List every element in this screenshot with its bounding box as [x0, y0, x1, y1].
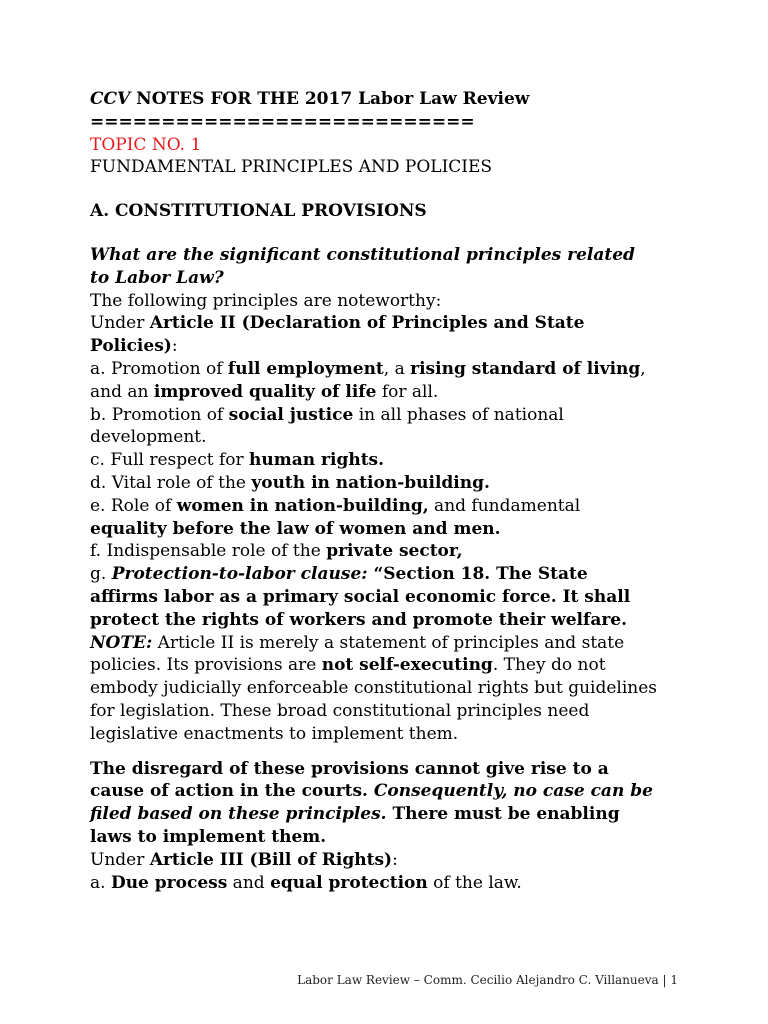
list-item-a: a. Promotion of full employment, a rising standard of living,	[90, 358, 646, 379]
document-body	[90, 88, 690, 894]
note-line-3: embody judicially enforceable constitutional rights but guidelines	[90, 678, 658, 699]
list-item-c: c. Full respect for human rights.	[90, 450, 385, 471]
article-3-heading: Under Article III (Bill of Rights):	[90, 849, 398, 870]
article-2-heading-cont: Policies):	[90, 336, 178, 357]
list-item-d: d. Vital role of the youth in nation-building.	[90, 472, 490, 493]
intro-text: The following principles are noteworthy:	[90, 290, 442, 311]
article-2-heading: Under Article II (Declaration of Principles and State	[90, 313, 585, 334]
note-line-2: policies. Its provisions are not self-executing. They do not	[90, 655, 606, 676]
question-line-2: to Labor Law?	[90, 267, 224, 288]
disregard-line-2: cause of action in the courts. Consequently, no case can be	[90, 781, 653, 802]
disregard-line-3: filed based on these principles. There must be enabling	[90, 804, 620, 825]
disregard-line-4: laws to implement them.	[90, 826, 327, 847]
list-item-g: g. Protection-to-labor clause: “Section 18. The State	[90, 564, 588, 585]
topic-title: FUNDAMENTAL PRINCIPLES AND POLICIES	[90, 157, 493, 178]
disregard-line-1: The disregard of these provisions cannot give rise to a	[90, 758, 609, 779]
note-line-5: legislative enactments to implement them.	[90, 723, 459, 744]
document-title: CCV NOTES FOR THE 2017 Labor Law Review	[90, 89, 530, 109]
article-3-item-a: a. Due process and equal protection of the law.	[90, 872, 522, 893]
list-item-b-cont: development.	[90, 427, 207, 448]
list-item-a-cont: and an improved quality of life for all.	[90, 381, 439, 402]
page-footer: Labor Law Review – Comm. Cecilio Alejandro C. Villanueva | 1	[297, 973, 678, 987]
topic-number: TOPIC NO. 1	[90, 134, 202, 155]
note-line-1: NOTE: Article II is merely a statement of principles and state	[90, 632, 625, 653]
note-line-4: for legislation. These broad constitutional principles need	[90, 700, 590, 721]
list-item-g-cont-2: protect the rights of workers and promote their welfare.	[90, 609, 628, 630]
list-item-g-cont-1: affirms labor as a primary social economic force. It shall	[90, 586, 631, 607]
question-line-1: What are the significant constitutional principles related	[90, 244, 635, 265]
title-rule: ===========================	[90, 111, 475, 132]
list-item-b: b. Promotion of social justice in all phases of national	[90, 404, 564, 425]
list-item-e-cont: equality before the law of women and men.	[90, 518, 501, 539]
section-heading: A. CONSTITUTIONAL PROVISIONS	[90, 201, 427, 222]
list-item-f: f. Indispensable role of the private sector,	[90, 541, 463, 562]
list-item-e: e. Role of women in nation-building, and fundamental	[90, 495, 581, 516]
